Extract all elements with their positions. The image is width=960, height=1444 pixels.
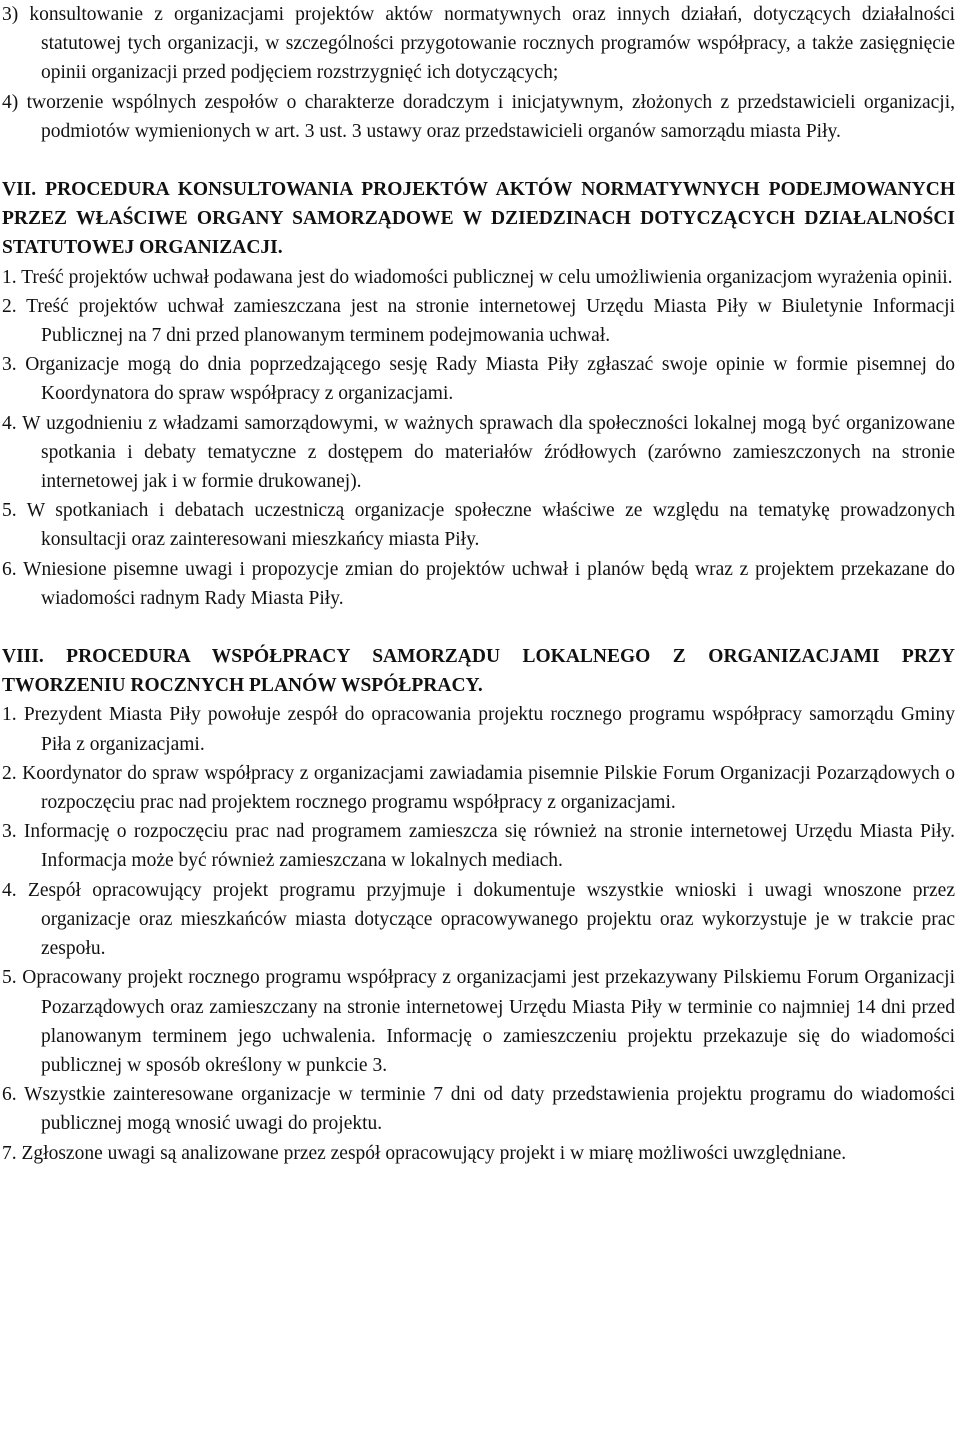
section-viii-item-1: 1. Prezydent Miasta Piły powołuje zespół do opracowania projektu rocznego programu współpracy samorządu Gminy Piła z organizacjami. xyxy=(2,704,955,755)
section-viii-item-6: 6. Wszystkie zainteresowane organizacje w terminie 7 dni od daty przedstawienia projektu programu do wiadomości publicznej mogą wnosić uwagi do projektu. xyxy=(2,1084,955,1135)
section-vii-item-4: 4. W uzgodnieniu z władzami samorządowymi, w ważnych sprawach dla społeczności lokalnej mogą być organizowane spotkania i debaty tematyczne z dostępem do materiałów źródłowych (zarówno zamieszczonych na stronie internetowej jak i w formie drukowanej). xyxy=(2,412,955,493)
section-vii-item-5: 5. W spotkaniach i debatach uczestniczą organizacje społeczne właściwe ze względu na tematykę prowadzonych konsultacji oraz zainteresowani mieszkańcy miasta Piły. xyxy=(2,500,955,551)
intro-item-4: 4) tworzenie wspólnych zespołów o charakterze doradczym i inicjatywnym, złożonych z przedstawicieli organizacji, podmiotów wymienionych w art. 3 ust. 3 ustawy oraz przedstawicieli organów samorządu miasta Piły. xyxy=(2,91,955,142)
section-viii-item-7: 7. Zgłoszone uwagi są analizowane przez zespół opracowujący projekt i w miarę możliwości uwzględniane. xyxy=(2,1142,847,1164)
spacer xyxy=(2,146,955,175)
section-viii-item-4: 4. Zespół opracowujący projekt programu przyjmuje i dokumentuje wszystkie wnioski i uwagi wnoszone przez organizacje oraz mieszkańców miasta dotyczące opracowywanego projektu oraz wykorzystuje je w trakcie prac zespołu. xyxy=(2,879,955,960)
section-viii-heading: VIII. PROCEDURA WSPÓŁPRACY SAMORZĄDU LOKALNEGO Z ORGANIZACJAMI PRZY TWORZENIU ROCZNYCH PLANÓW WSPÓŁPRACY. xyxy=(2,646,955,697)
section-vii xyxy=(2,175,955,613)
section-vii-heading: VII. PROCEDURA KONSULTOWANIA PROJEKTÓW AKTÓW NORMATYWNYCH PODEJMOWANYCH PRZEZ WŁAŚCIWE ORGANY SAMORZĄDOWE W DZIEDZINACH DOTYCZĄCYCH DZIAŁALNOŚCI STATUTOWEJ ORGANIZACJI. xyxy=(2,179,955,259)
document-page xyxy=(2,0,955,1168)
section-viii-item-2: 2. Koordynator do spraw współpracy z organizacjami zawiadamia pisemnie Pilskie Forum Organizacji Pozarządowych o rozpoczęciu prac nad projektem rocznego programu współpracy z organizacjami. xyxy=(2,762,955,814)
section-vii-item-1: 1. Treść projektów uchwał podawana jest do wiadomości publicznej w celu umożliwienia organizacjom wyrażenia opinii. xyxy=(2,266,953,288)
intro-list xyxy=(2,0,955,146)
section-vii-item-6: 6. Wniesione pisemne uwagi i propozycje zmian do projektów uchwał i planów będą wraz z projektem przekazane do wiadomości radnym Rady Miasta Piły. xyxy=(2,558,955,609)
section-viii xyxy=(2,642,955,1168)
section-vii-item-2: 2. Treść projektów uchwał zamieszczana jest na stronie internetowej Urzędu Miasta Piły w Biuletynie Informacji Publicznej na 7 dni przed planowanym terminem podejmowania uchwał. xyxy=(2,295,955,347)
spacer xyxy=(2,613,955,642)
section-vii-item-3: 3. Organizacje mogą do dnia poprzedzającego sesję Rady Miasta Piły zgłaszać swoje opinie w formie pisemnej do Koordynatora do spraw współpracy z organizacjami. xyxy=(2,354,955,405)
section-viii-item-5: 5. Opracowany projekt rocznego programu współpracy z organizacjami jest przekazywany Pilskiemu Forum Organizacji Pozarządowych oraz zamieszczany na stronie internetowej Urzędu Miasta Piły w terminie co najmniej 14 dni przed planowanym terminem jego uchwalenia. Informację o zamieszczeniu projektu przekazuje się do wiadomości publicznej w sposób określony w punkcie 3. xyxy=(2,967,955,1076)
section-viii-item-3: 3. Informację o rozpoczęciu prac nad programem zamieszcza się również na stronie internetowej Urzędu Miasta Piły. Informacja może być również zamieszczana w lokalnych mediach. xyxy=(2,821,955,872)
intro-item-3: 3) konsultowanie z organizacjami projektów aktów normatywnych oraz innych działań, dotyczących działalności statutowej tych organizacji, w szczególności przygotowanie rocznych programów współpracy, a także zasięgnięcie opinii organizacji przed podjęciem rozstrzygnięć ich dotyczących; xyxy=(2,4,955,84)
